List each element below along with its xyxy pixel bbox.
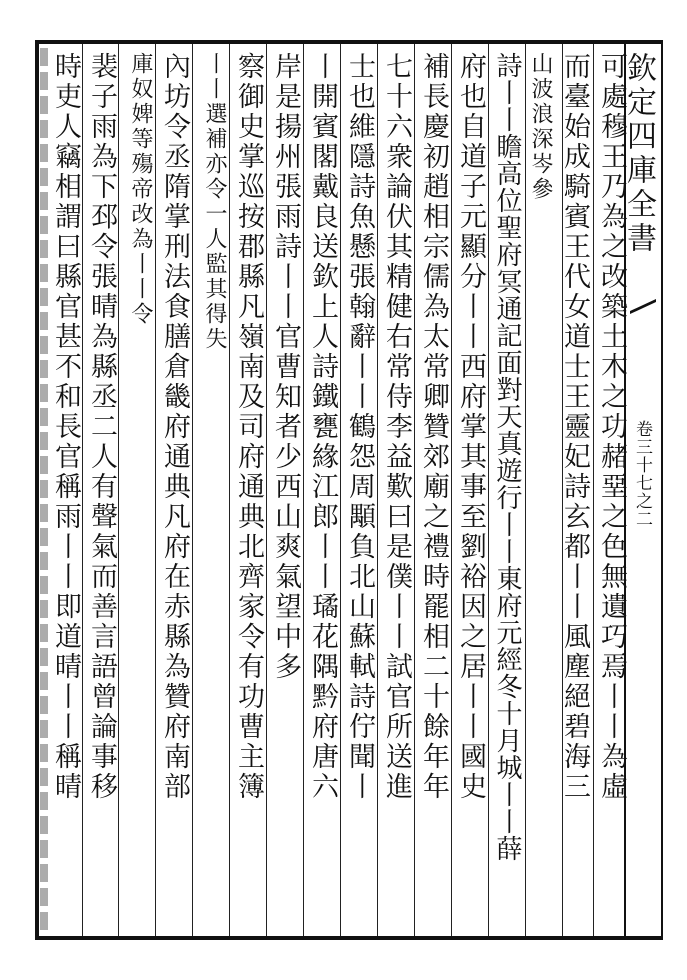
text-column: 丨開賓閣戴良送欽上人詩鐵甕緣江郎丨丨璚花隅黔府唐六 [307,52,338,802]
text-column: 而臺始成騎賓王代女道士王靈妃詩玄都丨丨風塵絕碧海三 [559,52,590,802]
text-column: 岸是揚州張雨詩丨丨官曹知者少西山爽氣望中多 [270,52,301,682]
book-title: 欽定四庫全書 [621,52,656,256]
text-column: 丨丨選補亦令一人監其得失 [202,52,227,352]
text-column: 察御史掌巡按郡縣凡嶺南及司府通典北齊家令有功曹主簿 [233,52,264,802]
text-column: 時吏人竊相謂曰縣官甚不和長官稱雨丨丨即道晴丨丨稱晴 [50,52,81,802]
text-column: 庫奴婢等殤帝改為丨丨令 [128,52,153,327]
text-column: 內坊令丞隋掌刑法食膳倉畿府通典凡府在赤縣為贊府南部 [159,52,190,802]
text-column: 七十六衆論伏其精健右常侍李益歎曰是僕丨丨試官所送進 [381,52,412,802]
text-column: 可處穆王乃為之改築土木之功赭堊之色無遺巧焉丨丨為虛 [596,52,627,802]
chapter-label: 卷三十七之二 [632,420,652,528]
text-column: 士也維隱詩魚懸張翰辭丨丨鶴怨周顒負北山蘇軾詩佇聞丨 [344,52,375,802]
text-column: 裴子雨為下邳令張晴為縣丞二人有聲氣而善言語曾論事移 [86,52,117,802]
text-column: 府也自道子元顯分丨丨西府掌其事至劉裕因之居丨丨國史 [455,52,486,802]
text-column: 詩丨丨瞻高位聖府冥通記面對天真遊行丨丨東府元經冬十月城丨丨薛 [492,52,522,862]
text-column: 山波浪深岑參 [528,52,553,202]
text-column: 補長慶初趙相宗儒為太常卿贊郊廟之禮時罷相二十餘年年 [418,52,449,802]
